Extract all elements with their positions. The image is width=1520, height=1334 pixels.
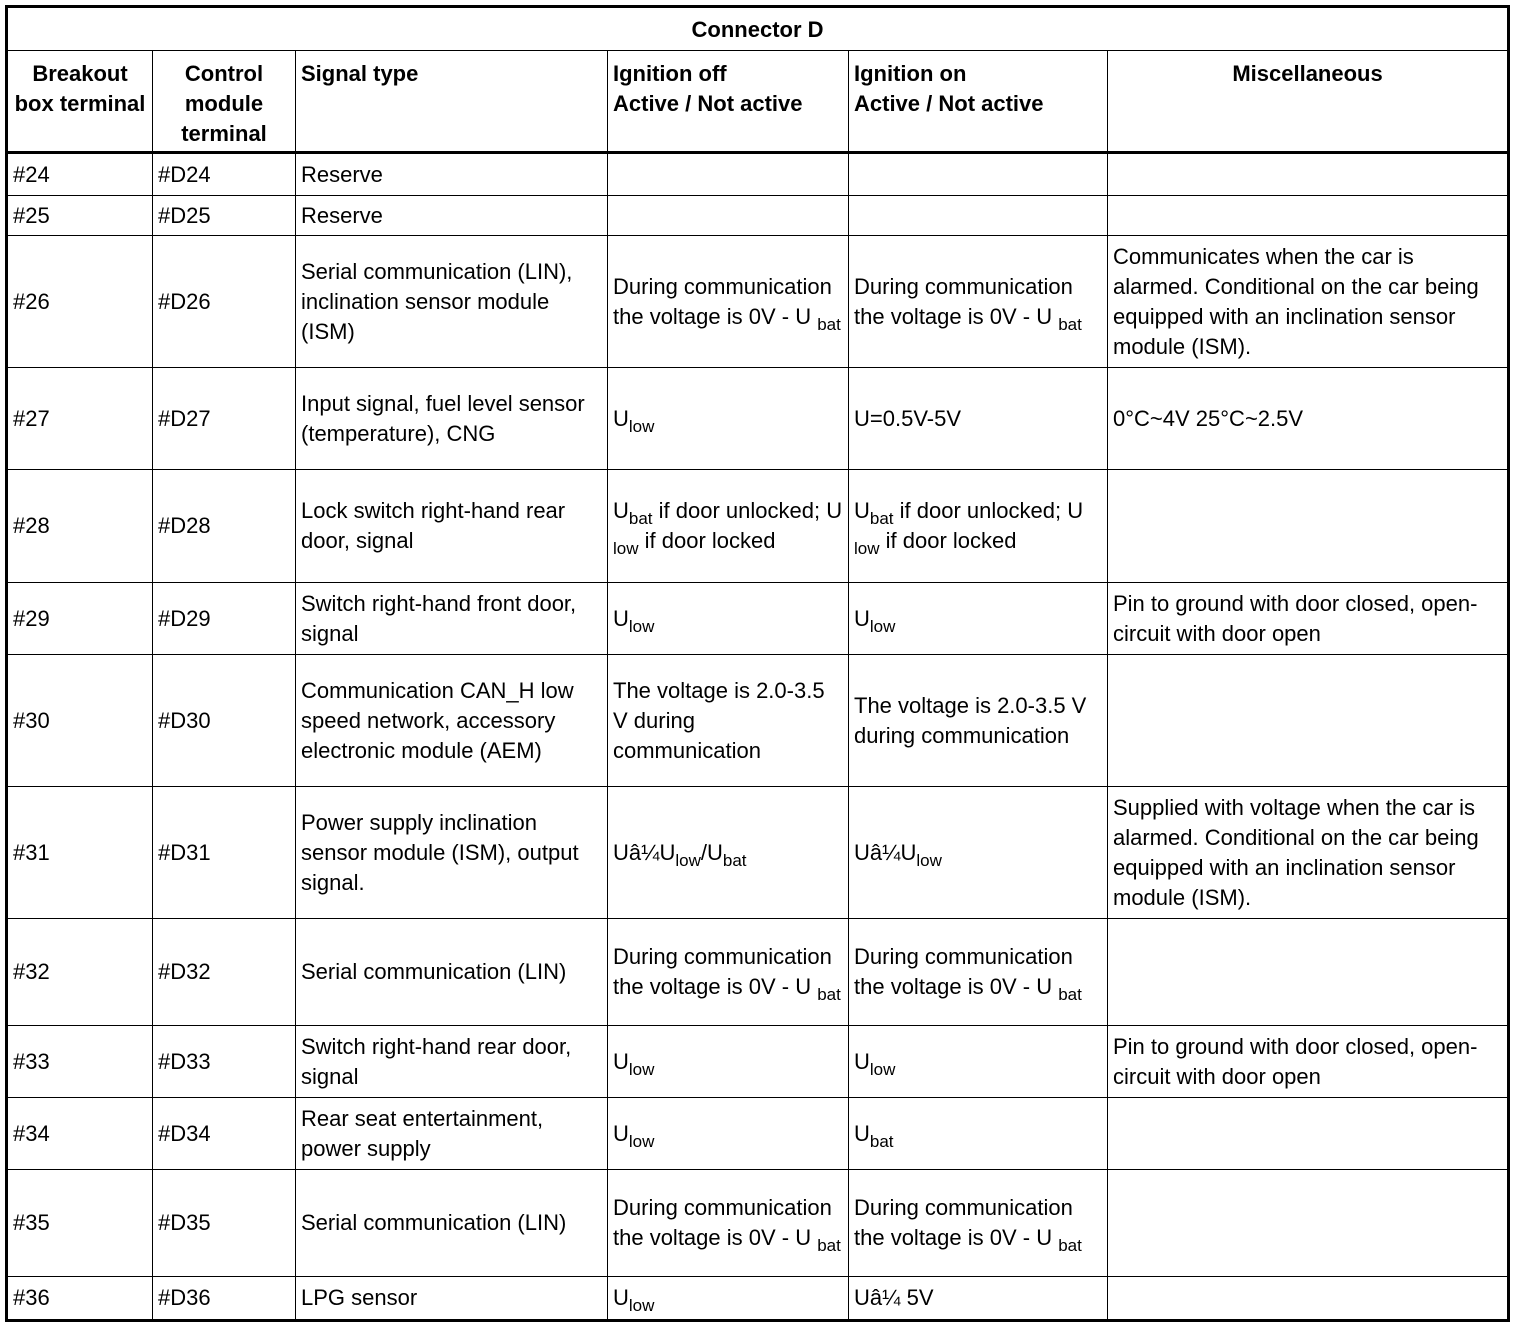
ignition-on-cell bbox=[849, 787, 1108, 919]
subscript-text: low bbox=[869, 616, 896, 636]
control-terminal-cell: #D26 bbox=[153, 236, 296, 368]
cell-text: Uâ¼ 5V bbox=[854, 1285, 934, 1310]
cell-text: The voltage is 2.0-3.5 V during communication bbox=[854, 692, 1087, 748]
ignition-off-cell bbox=[608, 1170, 849, 1277]
table-row bbox=[7, 583, 1509, 655]
cell-text: Uâ¼U bbox=[854, 839, 917, 865]
control-terminal-cell: #D25 bbox=[153, 196, 296, 236]
table-row bbox=[7, 153, 1509, 196]
ignition-off-cell bbox=[608, 1277, 849, 1321]
table-header-row bbox=[7, 51, 1509, 153]
ignition-off-cell bbox=[608, 655, 849, 787]
header-ignition-on bbox=[849, 51, 1108, 153]
subscript-text: low bbox=[854, 539, 880, 558]
cell-text: During communication the voltage is 0V - U bbox=[854, 944, 1073, 999]
table-row bbox=[7, 1026, 1509, 1098]
ignition-on-cell bbox=[849, 1277, 1108, 1321]
ignition-on-cell bbox=[849, 368, 1108, 470]
subscript-text: bat bbox=[869, 509, 894, 528]
subscript-text: bat bbox=[817, 314, 841, 334]
breakout-terminal-cell: #35 bbox=[7, 1170, 153, 1277]
control-terminal-cell: #D34 bbox=[153, 1098, 296, 1170]
breakout-terminal-cell: #29 bbox=[7, 583, 153, 655]
table-row bbox=[7, 1277, 1509, 1321]
header-ignition-off-line2: Active / Not active bbox=[613, 91, 803, 116]
subscript-text: low bbox=[628, 616, 655, 636]
miscellaneous-cell bbox=[1108, 196, 1509, 236]
header-ignition-on-line1: Ignition on bbox=[854, 61, 967, 86]
miscellaneous-cell: Pin to ground with door closed, open-circuit with door open bbox=[1108, 1026, 1509, 1098]
cell-text: /U bbox=[700, 839, 723, 865]
miscellaneous-cell: Communicates when the car is alarmed. Conditional on the car being equipped with an inclination sensor module (ISM). bbox=[1108, 236, 1509, 368]
signal-type-cell: Reserve bbox=[296, 153, 608, 196]
ignition-on-cell bbox=[849, 1170, 1108, 1277]
cell-text: During communication the voltage is 0V - U bbox=[854, 1195, 1073, 1250]
cell-text: U bbox=[854, 1048, 870, 1074]
signal-type-cell: Serial communication (LIN) bbox=[296, 1170, 608, 1277]
breakout-terminal-cell: #34 bbox=[7, 1098, 153, 1170]
cell-text: if door locked bbox=[638, 528, 776, 553]
ignition-off-cell bbox=[608, 470, 849, 583]
breakout-terminal-cell: #36 bbox=[7, 1277, 153, 1321]
control-terminal-cell: #D35 bbox=[153, 1170, 296, 1277]
cell-text: During communication the voltage is 0V - U bbox=[613, 944, 832, 999]
cell-text: U=0.5V-5V bbox=[854, 405, 962, 431]
breakout-terminal-cell: #24 bbox=[7, 153, 153, 196]
control-terminal-cell: #D28 bbox=[153, 470, 296, 583]
table-row bbox=[7, 1170, 1509, 1277]
breakout-terminal-cell: #26 bbox=[7, 236, 153, 368]
subscript-text: low bbox=[675, 850, 701, 870]
cell-text: The voltage is 2.0-3.5 V during communication bbox=[613, 677, 825, 763]
ignition-off-cell bbox=[608, 196, 849, 236]
cell-text: During communication the voltage is 0V - U bbox=[613, 273, 832, 329]
cell-text: U bbox=[613, 1120, 629, 1146]
table-row bbox=[7, 196, 1509, 236]
control-terminal-cell: #D29 bbox=[153, 583, 296, 655]
breakout-terminal-cell: #28 bbox=[7, 470, 153, 583]
signal-type-cell: Lock switch right-hand rear door, signal bbox=[296, 470, 608, 583]
breakout-terminal-cell: #33 bbox=[7, 1026, 153, 1098]
ignition-off-cell bbox=[608, 1026, 849, 1098]
ignition-on-cell bbox=[849, 919, 1108, 1026]
cell-text: U bbox=[613, 1048, 629, 1074]
ignition-on-cell bbox=[849, 1026, 1108, 1098]
miscellaneous-cell bbox=[1108, 470, 1509, 583]
miscellaneous-cell bbox=[1108, 919, 1509, 1026]
ignition-on-cell bbox=[849, 153, 1108, 196]
control-terminal-cell: #D31 bbox=[153, 787, 296, 919]
subscript-text: bat bbox=[869, 1131, 894, 1151]
ignition-on-cell bbox=[849, 236, 1108, 368]
cell-text: U bbox=[613, 1285, 629, 1310]
control-terminal-cell: #D27 bbox=[153, 368, 296, 470]
connector-d-table bbox=[5, 5, 1510, 1322]
ignition-on-cell bbox=[849, 583, 1108, 655]
table-row bbox=[7, 368, 1509, 470]
signal-type-cell: LPG sensor bbox=[296, 1277, 608, 1321]
cell-text: Uâ¼U bbox=[613, 839, 676, 865]
ignition-on-cell bbox=[849, 655, 1108, 787]
subscript-text: low bbox=[628, 1059, 655, 1079]
control-terminal-cell: #D32 bbox=[153, 919, 296, 1026]
header-ignition-on-line2: Active / Not active bbox=[854, 91, 1044, 116]
breakout-terminal-cell: #25 bbox=[7, 196, 153, 236]
miscellaneous-cell bbox=[1108, 1098, 1509, 1170]
signal-type-cell: Serial communication (LIN) bbox=[296, 919, 608, 1026]
cell-text: U bbox=[854, 498, 870, 523]
subscript-text: bat bbox=[817, 985, 841, 1004]
subscript-text: low bbox=[628, 1296, 655, 1315]
signal-type-cell: Rear seat entertainment, power supply bbox=[296, 1098, 608, 1170]
table-row bbox=[7, 919, 1509, 1026]
cell-text: U bbox=[854, 605, 870, 631]
ignition-off-cell bbox=[608, 919, 849, 1026]
ignition-on-cell bbox=[849, 470, 1108, 583]
subscript-text: low bbox=[613, 539, 639, 558]
breakout-terminal-cell: #27 bbox=[7, 368, 153, 470]
subscript-text: bat bbox=[1058, 1236, 1082, 1255]
cell-text: During communication the voltage is 0V - U bbox=[854, 273, 1073, 329]
subscript-text: low bbox=[628, 1131, 655, 1151]
signal-type-cell: Switch right-hand rear door, signal bbox=[296, 1026, 608, 1098]
table-body bbox=[7, 153, 1509, 1321]
control-terminal-cell: #D33 bbox=[153, 1026, 296, 1098]
subscript-text: low bbox=[869, 1059, 896, 1079]
table-title: Connector D bbox=[7, 7, 1509, 51]
table-row bbox=[7, 787, 1509, 919]
subscript-text: bat bbox=[722, 850, 747, 870]
connector-table-wrapper bbox=[5, 5, 1507, 1322]
breakout-terminal-cell: #32 bbox=[7, 919, 153, 1026]
subscript-text: bat bbox=[817, 1236, 841, 1255]
signal-type-cell: Serial communication (LIN), inclination sensor module (ISM) bbox=[296, 236, 608, 368]
cell-text: U bbox=[613, 605, 629, 631]
cell-text: if door unlocked; U bbox=[652, 498, 843, 523]
subscript-text: low bbox=[916, 850, 942, 870]
signal-type-cell: Reserve bbox=[296, 196, 608, 236]
subscript-text: bat bbox=[628, 509, 653, 528]
cell-text: if door locked bbox=[879, 528, 1017, 553]
control-terminal-cell: #D24 bbox=[153, 153, 296, 196]
control-terminal-cell: #D36 bbox=[153, 1277, 296, 1321]
ignition-off-cell bbox=[608, 153, 849, 196]
cell-text: During communication the voltage is 0V - U bbox=[613, 1195, 832, 1250]
ignition-off-cell bbox=[608, 368, 849, 470]
header-miscellaneous: Miscellaneous bbox=[1108, 51, 1509, 153]
miscellaneous-cell: Supplied with voltage when the car is alarmed. Conditional on the car being equipped with an inclination sensor module (ISM). bbox=[1108, 787, 1509, 919]
cell-text: U bbox=[613, 498, 629, 523]
table-row bbox=[7, 655, 1509, 787]
ignition-off-cell bbox=[608, 1098, 849, 1170]
ignition-off-cell bbox=[608, 583, 849, 655]
breakout-terminal-cell: #30 bbox=[7, 655, 153, 787]
signal-type-cell: Input signal, fuel level sensor (temperature), CNG bbox=[296, 368, 608, 470]
header-signal-type: Signal type bbox=[296, 51, 608, 153]
table-title-row bbox=[7, 7, 1509, 51]
signal-type-cell: Switch right-hand front door, signal bbox=[296, 583, 608, 655]
miscellaneous-cell bbox=[1108, 655, 1509, 787]
ignition-on-cell bbox=[849, 1098, 1108, 1170]
ignition-off-cell bbox=[608, 236, 849, 368]
miscellaneous-cell: Pin to ground with door closed, open-circuit with door open bbox=[1108, 583, 1509, 655]
subscript-text: bat bbox=[1058, 314, 1082, 334]
breakout-terminal-cell: #31 bbox=[7, 787, 153, 919]
header-ignition-off bbox=[608, 51, 849, 153]
table-row bbox=[7, 236, 1509, 368]
table-row bbox=[7, 1098, 1509, 1170]
miscellaneous-cell: 0°C~4V 25°C~2.5V bbox=[1108, 368, 1509, 470]
signal-type-cell: Communication CAN_H low speed network, accessory electronic module (AEM) bbox=[296, 655, 608, 787]
miscellaneous-cell bbox=[1108, 153, 1509, 196]
ignition-off-cell bbox=[608, 787, 849, 919]
cell-text: if door unlocked; U bbox=[893, 498, 1084, 523]
ignition-on-cell bbox=[849, 196, 1108, 236]
header-control-module-terminal: Control module terminal bbox=[153, 51, 296, 153]
subscript-text: low bbox=[628, 416, 655, 436]
signal-type-cell: Power supply inclination sensor module (ISM), output signal. bbox=[296, 787, 608, 919]
miscellaneous-cell bbox=[1108, 1277, 1509, 1321]
control-terminal-cell: #D30 bbox=[153, 655, 296, 787]
table-row bbox=[7, 470, 1509, 583]
header-ignition-off-line1: Ignition off bbox=[613, 61, 727, 86]
subscript-text: bat bbox=[1058, 985, 1082, 1004]
header-breakout-box-terminal: Breakout box terminal bbox=[7, 51, 153, 153]
miscellaneous-cell bbox=[1108, 1170, 1509, 1277]
cell-text: U bbox=[613, 405, 629, 431]
cell-text: U bbox=[854, 1120, 870, 1146]
